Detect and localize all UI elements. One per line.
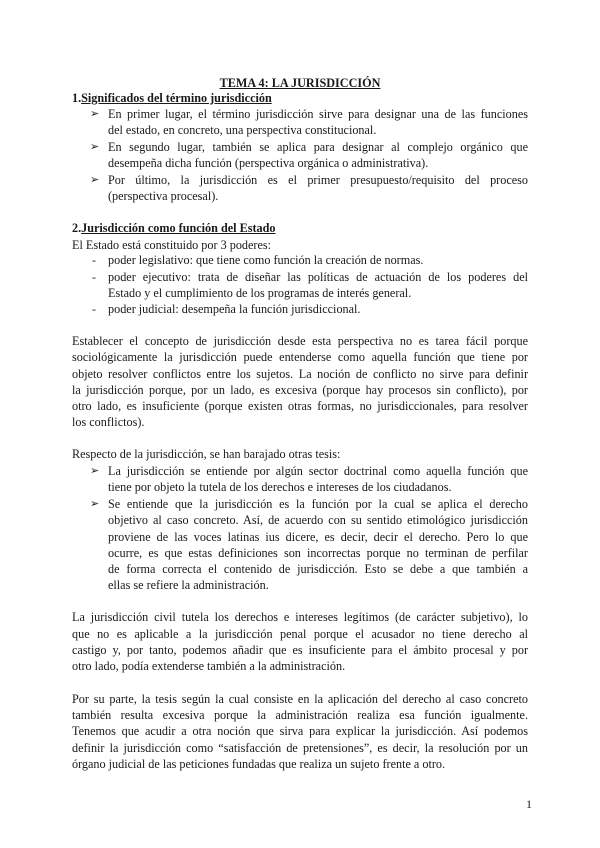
power-3: poder judicial: desempeña la función jurisdiccional. (108, 302, 361, 316)
dash-bullet: - (92, 302, 96, 316)
para4-line-4: definir la jurisdicción como “satisfacción de pretensiones”, es decir, la resolución por un (72, 741, 528, 755)
section-1-heading-text: Significados del término jurisdicción (81, 91, 272, 105)
s1-bullet-1-line-2: del estado, en concreto, una perspectiva constitucional. (108, 123, 377, 137)
power-2-line-1: poder ejecutivo: trata de diseñar las políticas de actuación de los poderes del (108, 270, 528, 284)
s1-bullet-3-line-1: Por último, la jurisdicción es el primer presupuesto/requisito del proceso (108, 173, 528, 187)
para3-line-4: otro lado, podía extenderse también a la administración. (72, 659, 346, 673)
para1-line-4: la jurisdicción porque, por un lado, es excesiva (porque hay procesos sin conflicto), por (72, 383, 528, 397)
para1-line-1: Establecer el concepto de jurisdicción desde esta perspectiva no es tarea fácil porque (72, 334, 528, 348)
thesis-1-line-1: La jurisdicción se entiende por algún sector doctrinal como aquella función que (108, 464, 528, 478)
bullet-arrow-icon: ➢ (90, 465, 100, 477)
power-2-line-2: Estado y el cumplimiento de los programas de interés general. (108, 286, 412, 300)
section-2-heading-text: Jurisdicción como función del Estado (81, 221, 276, 235)
thesis-2-line-5: de forma correcta el contenido de jurisdicción. Esto se debe a que también a (108, 562, 528, 576)
para2-intro: Respecto de la jurisdicción, se han barajado otras tesis: (72, 447, 341, 461)
para3-line-3: castigo y, por tanto, podemos añadir que es insuficiente para el ámbito procesal y por (72, 643, 528, 657)
para4-line-1: Por su parte, la tesis según la cual consiste en la aplicación del derecho al caso concreto (72, 692, 528, 706)
section-2-number: 2. (72, 221, 82, 235)
para1-line-5: otro lado, es insuficiente (porque existen otras formas, no jurisdiccionales, para resolver (72, 399, 528, 413)
thesis-2-line-3: proviene de las voces latinas ius dicere, es decir, decir el derecho. Pero lo que (108, 530, 528, 544)
para1-line-6: los conflictos). (72, 415, 145, 429)
thesis-2-line-4: ocurre, es que estas definiciones son incorrectas porque no terminan de perfilar (108, 546, 528, 560)
para1-line-3: objeto resolver conflictos entre los sujetos. La noción de conflicto no sirve para definir (72, 367, 528, 381)
s1-bullet-3-line-2: (perspectiva procesal). (108, 189, 219, 203)
dash-bullet: - (92, 270, 96, 284)
para1-line-2: sociológicamente la jurisdicción puede entenderse como aquella función que tiene por (72, 350, 528, 364)
s1-bullet-2-line-1: En segundo lugar, también se aplica para designar al complejo orgánico que (108, 140, 528, 154)
para3-line-2: que no es aplicable a la jurisdicción penal porque el acusador no tiene derecho al (72, 627, 528, 641)
s1-bullet-2-line-2: desempeña dicha función (perspectiva orgánica o administrativa). (108, 156, 429, 170)
power-1: poder legislativo: que tiene como función la creación de normas. (108, 253, 424, 267)
bullet-arrow-icon: ➢ (90, 498, 100, 510)
thesis-1-line-2: tiene por objeto la tutela de los derechos e intereses de los ciudadanos. (108, 480, 452, 494)
bullet-arrow-icon: ➢ (90, 108, 100, 120)
section-2-heading (72, 220, 275, 236)
section-1-number: 1. (72, 91, 82, 105)
para4-line-2: también resulta excesiva porque la administración realiza esa función igualmente. (72, 708, 528, 722)
dash-bullet: - (92, 253, 96, 267)
s1-bullet-1-line-1: En primer lugar, el término jurisdicción sirve para designar una de las funciones (108, 107, 528, 121)
thesis-2-line-1: Se entiende que la jurisdicción es la función por la cual se aplica el derecho (108, 497, 528, 511)
document-title: TEMA 4: LA JURISDICCIÓN (219, 76, 381, 90)
page-number: 1 (526, 797, 532, 811)
para3-line-1: La jurisdicción civil tutela los derechos e intereses legítimos (de carácter subjetivo), lo (72, 610, 528, 624)
thesis-2-line-6: ellas se refiere la administración. (108, 578, 269, 592)
bullet-arrow-icon: ➢ (90, 174, 100, 186)
section-2-intro: El Estado está constituido por 3 poderes: (72, 238, 272, 252)
para4-line-3: Tenemos que acudir a otra noción que sirva para explicar la jurisdicción. Así podemos (72, 724, 528, 738)
section-1-heading (72, 90, 272, 106)
thesis-2-line-2: objetivo al caso concreto. Así, de acuerdo con su sentido etimológico jurisdicción (108, 513, 528, 527)
bullet-arrow-icon: ➢ (90, 141, 100, 153)
para4-line-5: órgano judicial de las peticiones fundadas que realiza un sujeto frente a otro. (72, 757, 446, 771)
